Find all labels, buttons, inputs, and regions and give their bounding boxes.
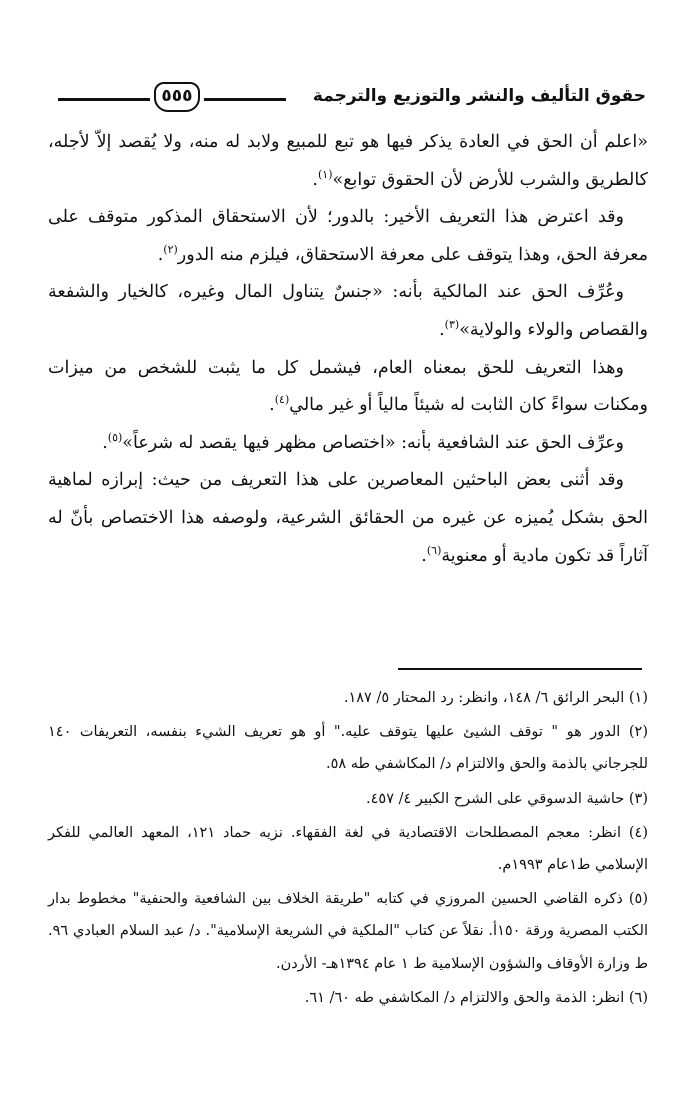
footnote-text: ذكره القاضي الحسين المروزي في كتابه "طريقة الخلاف بين الشافعية والحنفية" مخطوط بدار الكتب المصرية ورقة ١٥٠أ. نقلاً عن كتاب "الملكية في الشريعة الإسلامية". د/ عبد السلام العبادي ٩٦. ط وزارة الأوقاف والشؤون الإسلامية ط ١ عام ١٣٩٤هـ- الأردن.	[48, 891, 648, 972]
footnote	[48, 682, 648, 714]
footnote-number: (٣)	[628, 790, 648, 807]
footnote	[48, 883, 648, 980]
footnote-reference: (٤)	[274, 393, 290, 407]
footnote-separator	[398, 668, 642, 670]
paragraph: وهذا التعريف للحق بمعناه العام، فيشمل كل ما يثبت للشخص من ميزات ومكنات سواءً كان الثابت له شيئاً مالياً أو غير مالي$^{(٤)}$.	[48, 357, 648, 416]
footnote-reference: (٦)	[426, 543, 442, 557]
footnote-number: (٢)	[628, 724, 648, 741]
page-header	[52, 78, 646, 120]
main-text	[48, 124, 648, 575]
paragraph: وقد اعترض هذا التعريف الأخير: بالدور؛ لأن الاستحقاق المذكور متوقف على معرفة الحق، وهذا يتوقف على معرفة الاستحقاق، فيلزم منه الدور$^{(٢)}$.	[48, 207, 648, 265]
footnote	[48, 817, 648, 881]
running-title: حقوق التأليف والنشر والتوزيع والترجمة	[312, 86, 646, 106]
paragraph: «اعلم أن الحق في العادة يذكر فيها هو تبع للمبيع ولابد له منه، ولا يُقصد إلاّ لأجله، كالطريق والشرب للأرض لأن الحقوق توابع»$^{(١)}$.	[48, 132, 648, 190]
header-rule	[204, 98, 286, 101]
paragraph: وعرِّف الحق عند الشافعية بأنه: «اختصاص مظهر فيها يقصد له شرعاً»$^{(٥)}$.	[102, 430, 624, 453]
footnote	[48, 716, 648, 780]
paragraph: وقد أثنى بعض الباحثين المعاصرين على هذا التعريف من حيث: إبرازه لماهية الحق بشكل يُميزه عن غيره من الحقائق الشرعية، ولوصفه هذا الاختصاص بأنّ له آثاراً قد تكون مادية أو معنوية$^{(٦)}$.	[48, 470, 648, 566]
header-rule	[58, 98, 150, 101]
footnote-number: (١)	[628, 690, 648, 706]
footnote-number: (٤)	[628, 824, 649, 841]
footnote-reference: (٥)	[107, 430, 123, 444]
footnote-reference: (٣)	[444, 318, 460, 332]
footnote-reference: (١)	[317, 167, 333, 181]
footnotes	[48, 682, 648, 1016]
footnote-reference: (٢)	[163, 242, 178, 256]
footnote-text: الدور هو " توقف الشيئ عليها يتوقف عليه." أو هو تعريف الشيء بنفسه، التعريفات ١٤٠ للجرجاني بالذمة والحق والالتزام د/ المكاشفي طه ٥٨.	[48, 724, 648, 773]
footnote	[48, 982, 648, 1014]
footnote-text: حاشية الدسوقي على الشرح الكبير ٤/ ٤٥٧.	[366, 790, 625, 807]
footnote-number: (٦)	[628, 989, 648, 1006]
footnote-text: انظر: الذمة والحق والالتزام د/ المكاشفي طه ٦٠/ ٦١.	[304, 989, 625, 1006]
footnote-number: (٥)	[628, 891, 648, 908]
footnote-text: انظر: معجم المصطلحات الاقتصادية في لغة الفقهاء. نزيه حماد ١٢١، المعهد العالمي للفكر الإسلامي ط١عام ١٩٩٣م.	[48, 824, 648, 874]
paragraph: وعُرِّف الحق عند المالكية بأنه: «جنسٌ يتناول المال وغيره، كالخيار والشفعة والقصاص والولاء والولاية»$^{(٣)}$.	[48, 282, 648, 340]
page-number: ٥٥٥	[154, 82, 200, 112]
footnote	[48, 783, 648, 815]
footnote-text: البحر الرائق ٦/ ١٤٨، وانظر: رد المحتار ٥/ ١٨٧.	[343, 690, 625, 706]
